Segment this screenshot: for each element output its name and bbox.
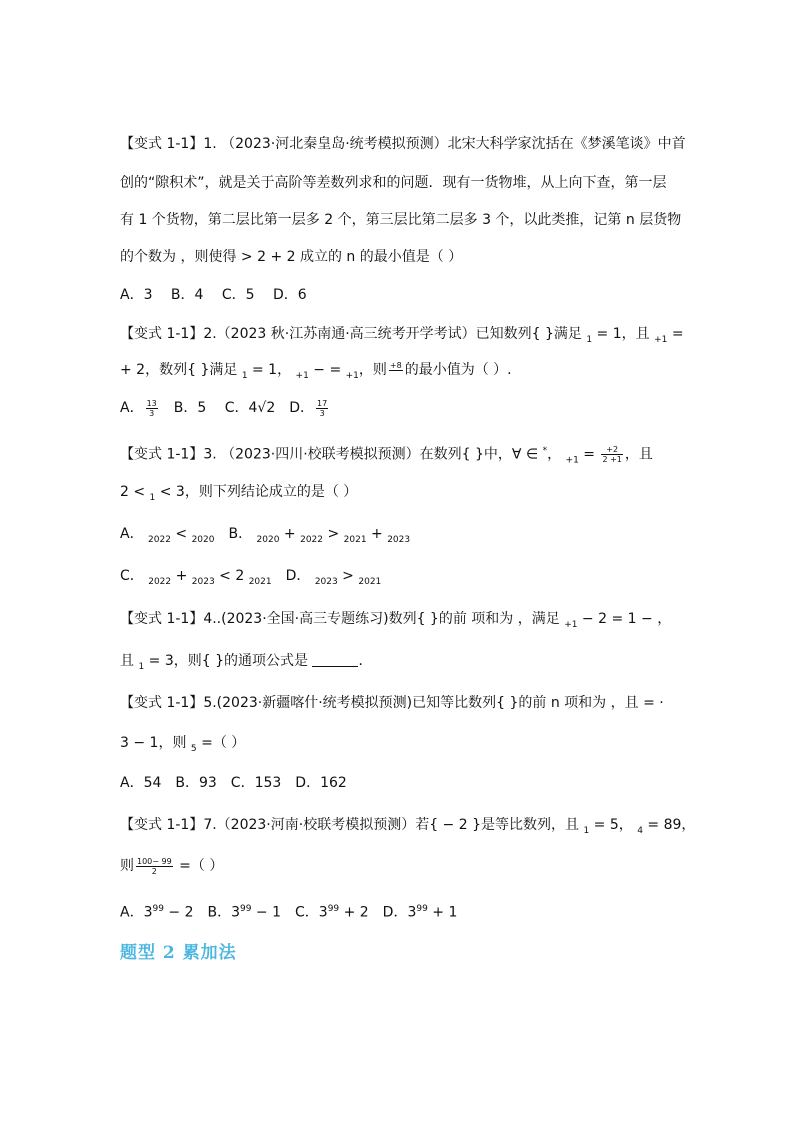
option-label: B．5 C．4√2 D． bbox=[159, 400, 315, 416]
problem-7-text: = 89， bbox=[642, 817, 696, 833]
subscript: 2023 bbox=[191, 576, 215, 587]
problem-3-text: 2 < bbox=[120, 484, 150, 500]
subscript: 5 bbox=[190, 743, 197, 754]
subscript: +1 bbox=[345, 370, 359, 381]
fraction bbox=[389, 361, 403, 380]
fraction-denominator: 2 +1 bbox=[602, 455, 622, 465]
subscript: 2023 bbox=[387, 534, 411, 545]
problem-3-text: < 3，则下列结论成立的是（ ） bbox=[155, 484, 358, 500]
problem-3-options-cd bbox=[120, 566, 381, 592]
problem-2-text: 【变式 1-1】2.（2023 秋·江苏南通·高三统考开学考试）已知数列{ }满足 bbox=[120, 326, 587, 342]
subscript: 4 bbox=[637, 825, 643, 836]
fraction-numerator: 13 bbox=[146, 398, 157, 408]
superscript: * bbox=[542, 446, 548, 456]
fraction bbox=[316, 399, 328, 418]
problem-4-text: = 3，则{ }的通项公式是 bbox=[144, 653, 313, 669]
problem-1-line-1: 【变式 1-1】1. （2023·河北秦皇岛·统考模拟预测）北宋大科学家沈括在《梦溪笔谈》中首 bbox=[120, 136, 686, 152]
problem-5-text: 3 − 1，则 bbox=[120, 735, 191, 751]
option-text: + bbox=[279, 526, 301, 542]
problem-4-text: 【变式 1-1】4..(2023·全国·高三专题练习)数列{ }的前 项和为 ，满足 bbox=[120, 611, 565, 627]
subscript: 2022 bbox=[148, 534, 171, 545]
option-label: B． bbox=[214, 526, 257, 542]
problem-3-text: = bbox=[578, 446, 600, 463]
fraction-numerator: 100− 99 bbox=[137, 856, 172, 866]
subscript: +1 bbox=[654, 334, 668, 345]
problem-3-line-1 bbox=[120, 441, 653, 470]
subscript: 2021 bbox=[343, 534, 367, 545]
fraction bbox=[136, 857, 173, 876]
answer-blank[interactable] bbox=[312, 652, 358, 667]
problem-4-line-1 bbox=[120, 609, 671, 635]
problem-1-line-2: 创的“隙积术”，就是关于高阶等差数列求和的问题．现有一货物堆，从上向下查，第一层 bbox=[120, 175, 667, 191]
problem-4-text: − 2 = 1 − ， bbox=[577, 611, 672, 627]
option-label: A．3 bbox=[120, 904, 153, 921]
problem-2-text: = bbox=[667, 326, 684, 342]
problem-4-text: ． bbox=[358, 653, 373, 669]
fraction-numerator: 17 bbox=[317, 398, 328, 408]
option-text: − 2 B．3 bbox=[163, 904, 240, 921]
subscript: 2022 bbox=[148, 576, 172, 587]
problem-4-line-2 bbox=[120, 651, 372, 677]
subscript: 2022 bbox=[300, 534, 323, 545]
option-text: + 2 D．3 bbox=[339, 904, 417, 921]
fraction-denominator bbox=[389, 371, 403, 380]
option-label: C． bbox=[120, 568, 149, 584]
subscript: 1 bbox=[241, 370, 248, 381]
problem-3-line-2 bbox=[120, 482, 357, 508]
problem-2-text: = 1， bbox=[247, 362, 296, 378]
problem-5-line-2 bbox=[120, 733, 245, 759]
subscript: 1 bbox=[586, 334, 593, 345]
superscript: 99 bbox=[327, 904, 340, 914]
fraction bbox=[601, 445, 622, 464]
problem-2-text: + 2，数列{ }满足 bbox=[120, 362, 242, 378]
option-text: − 1 C．3 bbox=[251, 904, 328, 921]
problem-7-text: = 5， bbox=[589, 817, 638, 833]
option-text: < bbox=[170, 526, 192, 542]
subscript: +1 bbox=[295, 370, 309, 381]
subscript: 2023 bbox=[314, 576, 338, 587]
superscript: 99 bbox=[152, 904, 164, 914]
problem-4-text: 且 bbox=[120, 653, 139, 669]
option-label: A． bbox=[120, 400, 144, 416]
problem-2-options bbox=[120, 398, 330, 418]
fraction-numerator: +2 bbox=[601, 445, 622, 455]
option-label: A． bbox=[120, 526, 149, 542]
problem-5-text: =（ ） bbox=[196, 735, 246, 751]
problem-3-options-ab bbox=[120, 524, 410, 550]
problem-5-options: A．54 B．93 C．153 D．162 bbox=[120, 775, 347, 791]
problem-3-text: ，且 bbox=[624, 446, 653, 463]
problem-7-text: 【变式 1-1】7.（2023·河南·校联考模拟预测）若{ − 2 }是等比数列，且 bbox=[120, 817, 584, 833]
subscript: 1 bbox=[583, 825, 590, 836]
option-text: < 2 bbox=[214, 568, 249, 584]
problem-2-text: 的最小值为（ ）. bbox=[404, 362, 512, 378]
subscript: 1 bbox=[149, 492, 156, 503]
problem-2-line-1 bbox=[120, 324, 684, 350]
section-heading: 题型 2 累加法 bbox=[120, 943, 237, 963]
problem-7-line-1 bbox=[120, 815, 695, 841]
problem-7-text: 则 bbox=[120, 858, 134, 874]
fraction-numerator: +8 bbox=[389, 360, 402, 370]
fraction bbox=[146, 399, 158, 418]
subscript: 2020 bbox=[256, 534, 280, 545]
option-label: D． bbox=[271, 568, 315, 584]
subscript: 2021 bbox=[358, 576, 382, 587]
subscript: 1 bbox=[138, 661, 145, 672]
fraction-denominator: 3 bbox=[319, 408, 325, 418]
option-text: + bbox=[366, 526, 388, 542]
problem-7-text: =（ ） bbox=[174, 858, 224, 874]
problem-7-options bbox=[120, 899, 457, 923]
option-text: + 1 bbox=[427, 904, 458, 921]
subscript: 2021 bbox=[248, 576, 272, 587]
subscript: 2020 bbox=[191, 534, 215, 545]
problem-2-text: = 1，且 bbox=[592, 326, 655, 342]
superscript: 99 bbox=[416, 904, 428, 914]
problem-2-text: ，则 bbox=[358, 362, 387, 378]
option-text: > bbox=[337, 568, 359, 584]
fraction-denominator: 3 bbox=[149, 408, 155, 418]
option-text: > bbox=[323, 526, 344, 542]
subscript: +1 bbox=[564, 619, 578, 630]
problem-3-text: ， bbox=[547, 446, 566, 463]
superscript: 99 bbox=[240, 904, 252, 914]
problem-7-line-2 bbox=[120, 856, 223, 876]
problem-1-line-3: 有 1 个货物，第二层比第一层多 2 个，第三层比第二层多 3 个，以此类推，记第 n 层货物 bbox=[120, 212, 682, 228]
problem-1-options: A．3 B．4 C．5 D．6 bbox=[120, 287, 307, 303]
option-text: + bbox=[171, 568, 192, 584]
problem-2-line-2 bbox=[120, 360, 512, 386]
problem-2-text: − = bbox=[308, 362, 346, 378]
problem-5-line-1: 【变式 1-1】5.(2023·新疆喀什·统考模拟预测)已知等比数列{ }的前 n 项和为 ，且 = · bbox=[120, 695, 664, 711]
problem-1-line-4: 的个数为 ，则使得 > 2 + 2 成立的 n 的最小值是（ ） bbox=[120, 249, 463, 265]
fraction-denominator: 2 bbox=[151, 866, 157, 876]
problem-3-text: 【变式 1-1】3. （2023·四川·校联考模拟预测）在数列{ }中，∀ ∈ bbox=[120, 446, 543, 463]
subscript: +1 bbox=[565, 455, 579, 466]
